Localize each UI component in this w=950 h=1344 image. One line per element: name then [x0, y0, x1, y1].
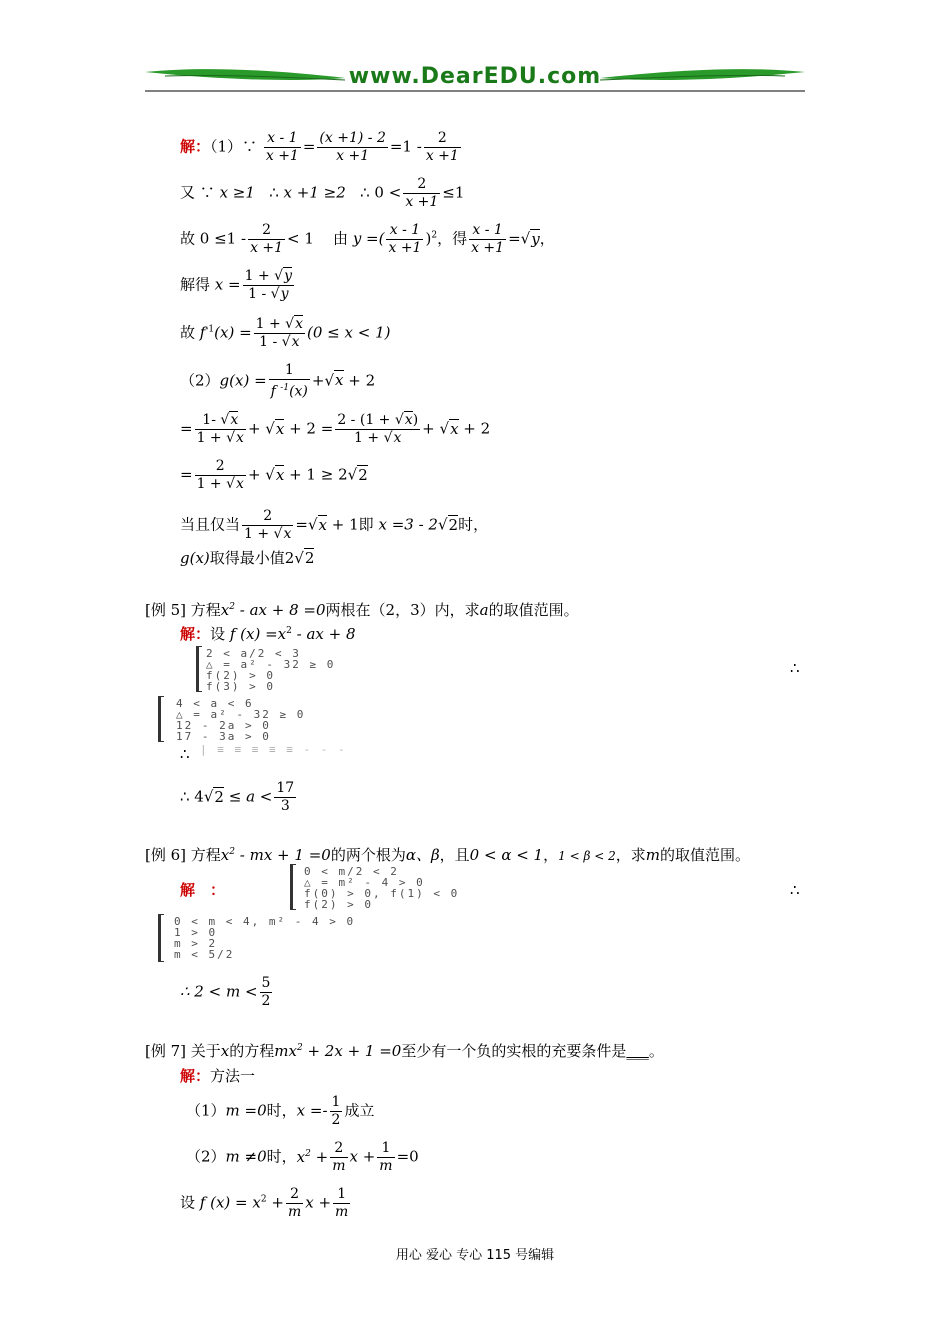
ex6-blurred-system2: 0 < m < 4, m² - 4 > 0 1 > 0 m > 2 m < 5/2 [174, 915, 356, 961]
ex6-title: [例 6] 方程$x^2$ - mx + 1 =0的两个根为α、β，且0 < α < 1，1 < β < 2，求m的取值范围。 [145, 846, 750, 864]
ex6-therefore-right: ∴ [790, 881, 800, 899]
s1-line3: 故 0 ≤1 - $\frac{2}{x +1}$ < 1 由 y =( $\frac{x - 1}{x +1}$ )$^2$，得 $\frac{x - 1}{x +1}$ =√y， [180, 222, 555, 256]
ex5-title: [例 5] 方程$x^2$ - ax + 8 =0两根在（2，3）内，求a的取值范围。 [145, 601, 579, 619]
s1-line10: g(x)取得最小值2√2 [180, 549, 315, 567]
s1-line8: = $\frac{2}{1 + √x}$ + √x + 1 ≥ 2√2 [180, 458, 368, 492]
ex5-brace2 [158, 696, 164, 742]
ex5-blurred-system2: 4 < a < 6 △ = a² - 32 ≥ 0 12 - 2a > 0 17 - 3a > 0 [176, 697, 306, 743]
s1-line1: 解：（1）∵ $\frac{x - 1}{x +1}$ = $\frac{(x +1) - 2}{x +1}$ =1 - $\frac{2}{x +1}$ [180, 130, 459, 164]
ex5-solution: 解：设 f $(x) =x^2$ - ax + 8 [180, 625, 356, 643]
ex5-blurred-system1: 2 < a/2 < 3 △ = a² - 32 ≥ 0 f(2) > 0 f(3) > 0 [206, 647, 336, 693]
ex6-jie: 解 ： [180, 881, 226, 899]
s1-line9: 当且仅当 $\frac{2}{1 + √x}$ =√x + 1即 x =3 - 2√2时， [180, 508, 489, 542]
ex6-blurred-system1: 0 < m/2 < 2 △ = m² - 4 > 0 f(0) > 0, f(1) < 0 f(2) > 0 [304, 865, 460, 911]
s1-line7: = $\frac{1- √x}{1 + √x}$ + √x + 2 = $\frac{2 - (1 + √x)}{1 + √x}$ + √x + 2 [180, 412, 491, 446]
s1-line2: 又 ∵ x ≥1 ∴ x +1 ≥2 ∴ 0 < $\frac{2}{x +1}$ ≤1 [180, 176, 465, 210]
s1-line4: 解得 x = $\frac{1 + √y}{1 - √y}$ [180, 268, 292, 302]
ex7-case1: （1）m =0时，x =- $\frac{1}{2}$ 成立 [186, 1094, 375, 1128]
page-footer: 用心 爱心 专心 115 号编辑 [395, 1248, 555, 1263]
ex6-brace2 [158, 914, 164, 962]
ex5-blurred-line: | ≡ ≡ ≡ ≡ ≡ ‐ ‐ ‐ [200, 743, 347, 756]
ex7-method: 解：方法一 [180, 1067, 256, 1085]
s1-line6: （2）g(x) = $\frac{1}{f ^{-1}(x)}$ +√x + 2 [180, 362, 376, 400]
ex7-case2: （2）m ≠0时，$x^2$ + $\frac{2}{m}$ x + $\frac{1}{m}$ =0 [186, 1140, 419, 1174]
ex5-therefore-right: ∴ [790, 659, 800, 677]
ex7-case3: 设 f $(x) = x^2$ + $\frac{2}{m}$ x + $\frac{1}{m}$ [180, 1186, 349, 1220]
ex7-title: [例 7] 关于x的方程$mx^2 + 2x + 1 =0$至少有一个负的实根的充要条件是___。 [145, 1042, 664, 1060]
ex6-final: ∴ 2 < m < $\frac{5}{2}$ [180, 975, 271, 1009]
ex6-brace1 [290, 864, 296, 910]
site-logo: www.DearEDU.com [348, 64, 602, 89]
ex5-brace1 [196, 646, 202, 692]
s1-line5: 故 $f^{-1}(x)$ = $\frac{1 + √x}{1 - √x}$ (0 ≤ x < 1) [180, 316, 391, 350]
ex5-final: ∴ 4√2 ≤ a < $\frac{17}{3}$ [180, 780, 295, 814]
ex5-therefore-left: ∴ [180, 745, 190, 763]
